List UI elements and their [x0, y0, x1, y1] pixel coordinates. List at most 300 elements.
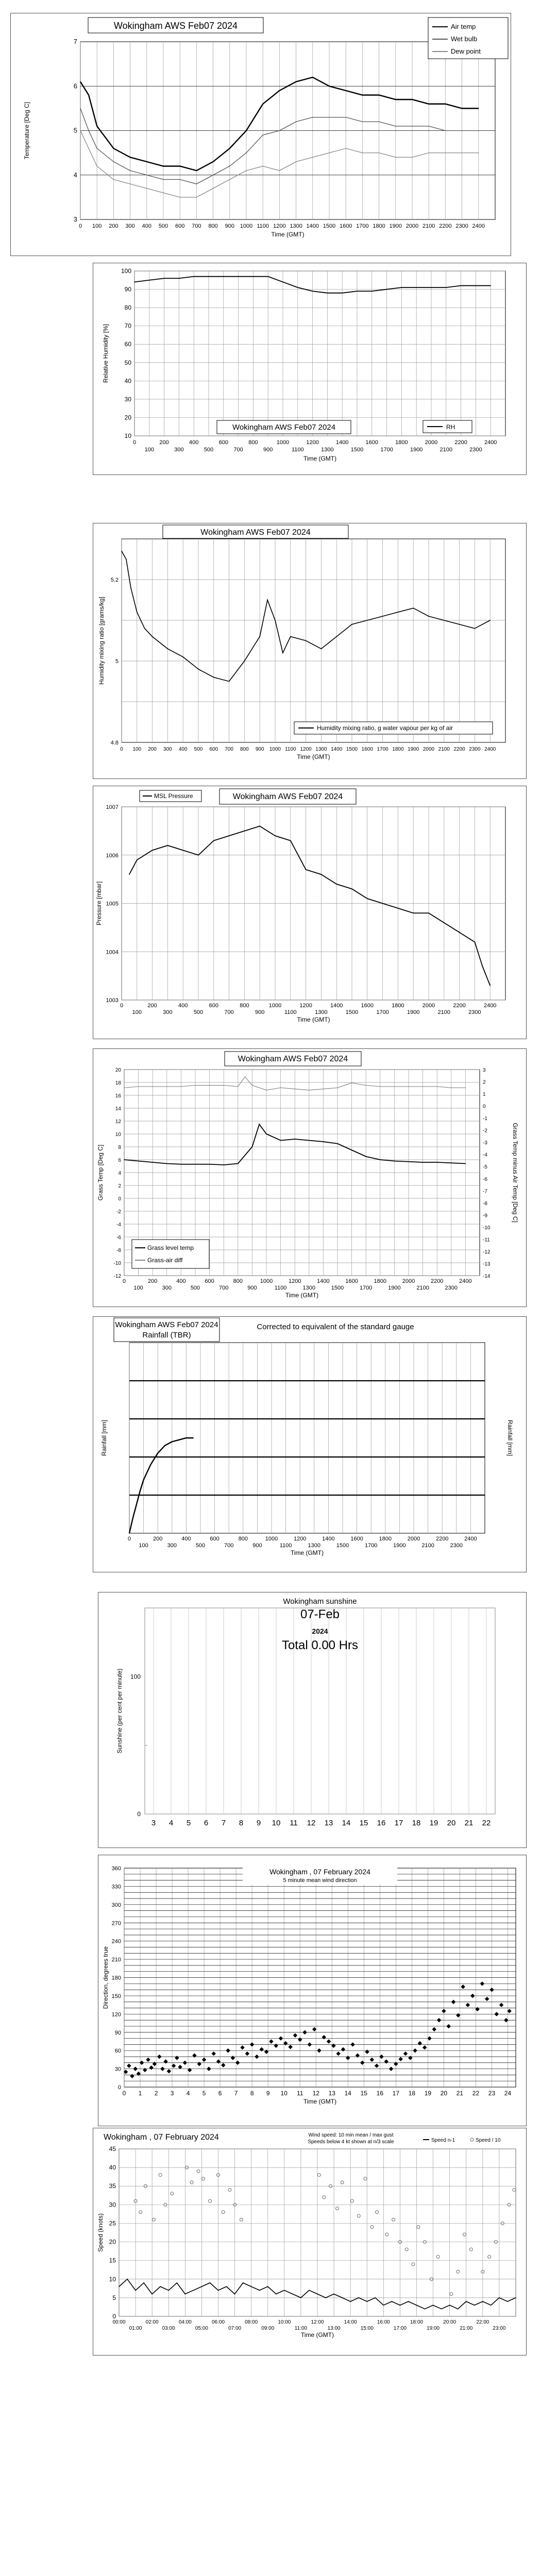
x-tick-label: 2100: [439, 447, 453, 453]
data-point: [394, 1086, 395, 1087]
data-point: [152, 850, 153, 851]
x-tick-label: 1200: [288, 1278, 301, 1284]
x-tick-label: 100: [132, 747, 142, 752]
y-tick-label: 60: [114, 2048, 121, 2055]
x-tick-label: 300: [167, 1543, 177, 1549]
data-point: [210, 2282, 211, 2283]
data-point: [259, 636, 260, 637]
y-tick-label: 120: [111, 2011, 121, 2018]
data-point: [246, 152, 247, 154]
data-point: [229, 148, 230, 149]
x-tick-label: 2100: [437, 1009, 451, 1015]
x-tick-label: 0: [120, 747, 123, 752]
y-tick-label: 5.2: [110, 577, 119, 583]
x-tick-label: 200: [148, 747, 157, 752]
data-point: [312, 117, 313, 118]
data-point: [444, 620, 445, 621]
data-point: [163, 179, 164, 180]
data-point: [345, 148, 346, 149]
data-point: [413, 608, 414, 609]
y-tick-label: 10: [124, 432, 131, 439]
data-point: [143, 1480, 144, 1481]
y-tick-label: 30: [124, 395, 131, 403]
x-tick-label: 2400: [483, 1003, 497, 1009]
data-point: [88, 148, 89, 149]
x-tick-label: 22: [472, 2090, 480, 2097]
y-tick-label: 8: [118, 1145, 121, 1150]
x-tick-label: 2200: [453, 747, 465, 752]
data-point: [365, 1085, 366, 1086]
data-point: [309, 1140, 310, 1141]
x-tick-label: 14: [342, 1819, 351, 1827]
x-tick-label: 2400: [472, 223, 485, 229]
data-point: [245, 1076, 246, 1077]
data-point: [366, 2301, 367, 2302]
y-tick-label: 80: [124, 304, 131, 312]
y-tick-label: 1004: [106, 949, 119, 956]
data-point: [138, 1086, 139, 1087]
y-tick-label: 4: [118, 1171, 121, 1176]
x-tick-label: 700: [233, 447, 243, 453]
x-tick-label: 1900: [389, 223, 402, 229]
data-point: [276, 2294, 277, 2295]
data-point: [365, 1156, 366, 1157]
data-point: [383, 2305, 384, 2306]
data-point: [351, 889, 352, 890]
x-tick-label: 900: [247, 1285, 257, 1291]
data-point: [515, 2297, 516, 2298]
data-point: [129, 1533, 130, 1534]
x-tick-label: 800: [208, 223, 218, 229]
x-tick-label: 900: [255, 1009, 265, 1015]
x-tick-label: 900: [255, 747, 264, 752]
x-tick-label: 1300: [290, 223, 302, 229]
x-tick-label: 17: [394, 1819, 403, 1827]
data-point: [267, 276, 268, 277]
data-point: [137, 612, 138, 613]
data-point: [317, 2294, 318, 2295]
data-point: [282, 282, 283, 283]
y-tick-label: 35: [109, 2182, 116, 2190]
y-axis-label: Sunshine (per cent per minute): [116, 1668, 123, 1754]
legend-label: MSL Pressure: [154, 792, 193, 800]
sunshine-chart-panel: [98, 1592, 527, 1848]
x-tick-label: 1900: [388, 1285, 401, 1291]
x-tick-label: 1400: [306, 223, 319, 229]
x-tick-label: 800: [233, 1278, 243, 1284]
x-tick-label: 18:00: [410, 2319, 424, 2325]
data-point: [196, 197, 197, 198]
data-point: [262, 166, 263, 167]
data-point: [164, 278, 165, 279]
data-point: [290, 840, 291, 841]
data-point: [386, 289, 387, 290]
chart-date: 07-Feb: [300, 1607, 340, 1621]
y-axis-label: Rainfall [mm]: [506, 1419, 514, 1456]
data-point: [312, 77, 313, 78]
data-point: [379, 121, 380, 122]
data-point: [489, 985, 491, 986]
x-tick-label: 700: [224, 1009, 234, 1015]
x-tick-label: 02:00: [145, 2319, 159, 2325]
data-point: [279, 90, 280, 91]
data-point: [321, 874, 322, 875]
y-tick-label: 7: [73, 38, 77, 45]
data-point: [478, 130, 479, 131]
data-point: [408, 2301, 409, 2302]
data-point: [445, 104, 446, 105]
data-point: [296, 161, 297, 162]
data-point: [375, 2297, 376, 2298]
x-tick-label: 100: [92, 223, 102, 229]
data-point: [267, 600, 268, 601]
x-tick-label: 12: [307, 1819, 316, 1827]
y-tick-label: -2: [116, 1209, 121, 1215]
x-tick-label: 500: [158, 223, 168, 229]
data-point: [172, 1442, 173, 1443]
data-point: [244, 660, 245, 662]
data-point: [306, 869, 307, 870]
data-point: [80, 130, 81, 131]
data-point: [198, 669, 199, 670]
data-point: [213, 677, 214, 678]
x-tick-label: 17: [392, 2090, 400, 2097]
data-point: [127, 2279, 128, 2280]
data-point: [323, 1141, 324, 1142]
data-point: [80, 81, 81, 82]
y-tick-label: -14: [483, 1274, 491, 1279]
data-point: [234, 2294, 235, 2295]
data-point: [252, 1146, 253, 1147]
data-point: [209, 1164, 210, 1165]
data-point: [382, 903, 383, 904]
x-tick-label: 2300: [455, 223, 468, 229]
data-point: [253, 276, 254, 277]
data-point: [451, 1087, 452, 1088]
y-tick-label: 0: [118, 1196, 121, 1202]
chart-title: Wokingham AWS Feb07 2024: [115, 1320, 218, 1329]
data-point: [157, 1453, 158, 1454]
legend-label: Speed n-1: [431, 2138, 455, 2143]
y-tick-label: 14: [115, 1106, 121, 1112]
x-tick-label: 500: [193, 1009, 204, 1015]
data-point: [96, 166, 97, 167]
x-tick-label: 500: [195, 1543, 206, 1549]
data-point: [451, 1162, 452, 1163]
x-tick-label: 700: [219, 1285, 229, 1291]
x-tick-label: 14: [344, 2090, 351, 2097]
x-tick-label: 0: [132, 439, 137, 446]
x-tick-label: 300: [163, 747, 172, 752]
data-point: [152, 636, 153, 637]
x-tick-label: 20: [447, 1819, 456, 1827]
data-point: [446, 287, 447, 288]
data-point: [223, 1164, 224, 1165]
y-tick-label: 2: [483, 1079, 486, 1086]
data-point: [213, 161, 214, 162]
x-tick-label: 8: [239, 1819, 244, 1827]
x-tick-label: 1: [138, 2090, 142, 2097]
x-tick-label: 1600: [345, 1278, 358, 1284]
data-point: [345, 117, 346, 118]
x-tick-label: 13: [324, 1819, 333, 1827]
x-tick-label: 10: [272, 1819, 281, 1827]
data-point: [179, 179, 180, 180]
x-tick-label: 14:00: [344, 2319, 357, 2325]
data-point: [193, 2290, 194, 2291]
x-tick-label: 400: [142, 223, 151, 229]
x-tick-label: 2300: [469, 447, 482, 453]
x-tick-label: 1900: [393, 1543, 406, 1549]
data-point: [182, 656, 183, 657]
y-axis-label: Speed (knots): [97, 2213, 104, 2252]
data-point: [182, 850, 183, 851]
x-tick-label: 19: [429, 1819, 438, 1827]
x-tick-label: 7: [234, 2090, 238, 2097]
temperature-chart-panel: [10, 13, 511, 256]
y-tick-label: 150: [111, 1993, 121, 1999]
data-point: [428, 152, 429, 154]
data-point: [140, 1491, 141, 1492]
x-tick-label: 1000: [268, 1003, 282, 1009]
x-tick-label: 20:00: [443, 2319, 457, 2325]
y-tick-label: 100: [121, 267, 131, 275]
data-point: [309, 2290, 310, 2291]
y-tick-label: -4: [116, 1222, 121, 1228]
data-point: [138, 1161, 139, 1162]
data-point: [88, 130, 89, 131]
data-point: [136, 1504, 137, 1505]
data-point: [124, 1087, 125, 1088]
x-tick-label: 1100: [291, 447, 304, 453]
data-point: [152, 1086, 153, 1087]
x-tick-label: 1600: [339, 223, 352, 229]
y-tick-label: 300: [111, 1902, 121, 1908]
x-tick-label: 2100: [422, 223, 435, 229]
data-point: [186, 1437, 187, 1438]
x-tick-label: 2200: [435, 1536, 449, 1542]
data-point: [213, 188, 214, 189]
y-tick-label: 270: [111, 1920, 121, 1927]
humidity-chart: [93, 263, 526, 474]
data-point: [266, 1133, 267, 1134]
x-tick-label: 1200: [306, 439, 319, 446]
x-tick-label: 2400: [484, 747, 496, 752]
data-point: [144, 628, 145, 629]
y-tick-label: 0: [483, 1104, 486, 1110]
x-tick-label: 2000: [402, 1278, 415, 1284]
data-point: [436, 1162, 437, 1163]
data-point: [342, 2297, 343, 2298]
data-point: [461, 285, 462, 286]
data-point: [259, 2290, 260, 2291]
x-tick-label: 13:00: [327, 2326, 341, 2331]
x-axis-label: Time (GMT): [303, 455, 337, 462]
y-tick-label: 40: [109, 2164, 116, 2172]
data-point: [398, 908, 399, 909]
x-tick-label: 22: [482, 1819, 491, 1827]
y-axis-label: Grass Temp minus Air Temp [Deg C]: [512, 1123, 519, 1223]
x-tick-label: 1500: [350, 447, 364, 453]
data-point: [499, 2297, 500, 2298]
data-point: [267, 2286, 268, 2287]
y-tick-label: -6: [116, 1235, 121, 1241]
data-point: [297, 287, 298, 288]
y-tick-label: 4.8: [110, 740, 119, 746]
x-tick-label: 0: [78, 223, 82, 229]
data-point: [408, 1086, 409, 1087]
data-point: [150, 1464, 151, 1465]
y-tick-label: -12: [483, 1249, 491, 1255]
data-point: [266, 1090, 267, 1091]
x-tick-label: 200: [147, 1003, 157, 1009]
x-tick-label: 1800: [392, 747, 404, 752]
y-axis-label: Rainfall [mm]: [100, 1419, 108, 1456]
data-point: [300, 2297, 301, 2298]
data-point: [129, 874, 130, 875]
data-point: [151, 2294, 153, 2295]
data-point: [275, 835, 276, 836]
data-point: [433, 2305, 434, 2306]
x-tick-label: 1300: [315, 1009, 328, 1015]
chart-title: Wokingham AWS Feb07 2024: [232, 792, 343, 801]
x-tick-label: 1400: [317, 1278, 330, 1284]
data-point: [282, 652, 283, 653]
x-tick-label: 600: [209, 1003, 218, 1009]
x-tick-label: 23:00: [493, 2326, 506, 2331]
data-point: [137, 859, 138, 860]
data-point: [126, 559, 127, 560]
x-tick-label: 100: [139, 1543, 148, 1549]
data-point: [357, 291, 358, 292]
chart-subtitle: Wind speed: 10 min mean / max gust: [308, 2132, 394, 2138]
x-tick-label: 1100: [274, 1285, 287, 1291]
data-point: [290, 636, 291, 637]
legend-label: Speed / 10: [476, 2138, 501, 2143]
x-tick-label: 1700: [356, 223, 369, 229]
data-point: [113, 161, 114, 162]
data-point: [166, 1086, 167, 1087]
x-tick-label: 5: [186, 1819, 191, 1827]
data-point: [329, 117, 330, 118]
data-point: [428, 912, 429, 913]
x-tick-label: 500: [194, 747, 203, 752]
data-point: [382, 616, 383, 617]
x-tick-label: 1600: [350, 1536, 363, 1542]
y-tick-label: 70: [124, 322, 131, 330]
x-tick-label: 2100: [421, 1543, 434, 1549]
data-point: [449, 2305, 450, 2306]
x-tick-label: 2000: [422, 747, 435, 752]
x-tick-label: 15:00: [360, 2326, 374, 2331]
x-tick-label: 21: [456, 2090, 464, 2097]
x-tick-label: 1200: [299, 1003, 312, 1009]
x-tick-label: 200: [159, 439, 169, 446]
x-tick-label: 19:00: [427, 2326, 440, 2331]
data-point: [284, 2290, 285, 2291]
y-tick-label: 18: [115, 1080, 121, 1086]
data-point: [146, 175, 147, 176]
x-tick-label: 21: [464, 1819, 474, 1827]
x-tick-label: 2300: [450, 1543, 463, 1549]
data-point: [351, 1082, 352, 1083]
x-tick-label: 800: [238, 1536, 248, 1542]
data-point: [431, 287, 432, 288]
data-point: [329, 86, 330, 87]
x-tick-label: 400: [176, 1278, 186, 1284]
data-point: [251, 2286, 252, 2287]
x-tick-label: 03:00: [162, 2326, 175, 2331]
x-tick-label: 400: [178, 747, 188, 752]
y-tick-label: 40: [124, 377, 131, 385]
x-tick-label: 400: [178, 1003, 188, 1009]
data-point: [275, 620, 276, 621]
x-tick-label: 700: [224, 1543, 234, 1549]
plot-area: [122, 539, 505, 742]
y-tick-label: -1: [483, 1116, 487, 1122]
x-tick-label: 1700: [359, 1285, 373, 1291]
y-tick-label: 240: [111, 1938, 121, 1945]
data-point: [164, 1445, 165, 1446]
data-point: [428, 104, 429, 105]
x-tick-label: 1100: [285, 747, 296, 752]
data-point: [327, 293, 328, 294]
data-point: [195, 1164, 196, 1165]
y-tick-label: 5: [112, 2294, 116, 2301]
data-point: [168, 2290, 169, 2291]
data-point: [392, 2301, 393, 2302]
y-axis-label: Pressure [mbar]: [95, 881, 103, 926]
data-point: [96, 148, 97, 149]
x-tick-label: 15: [359, 1819, 368, 1827]
data-point: [362, 95, 363, 96]
x-tick-label: 01:00: [129, 2326, 142, 2331]
data-point: [80, 108, 81, 109]
x-tick-label: 700: [192, 223, 201, 229]
data-point: [181, 1164, 182, 1165]
chart-note: Speeds below 4 kt shown at n/3 scale: [308, 2139, 394, 2145]
x-tick-label: 22:00: [476, 2319, 489, 2325]
data-point: [329, 152, 330, 154]
y-tick-label: 6: [118, 1158, 121, 1163]
x-tick-label: 13: [328, 2090, 335, 2097]
data-point: [380, 1086, 381, 1087]
y-tick-label: 10: [115, 1132, 121, 1138]
y-tick-label: 45: [109, 2145, 116, 2153]
data-point: [412, 157, 413, 158]
data-point: [121, 551, 122, 552]
data-point: [394, 1161, 395, 1162]
data-point: [163, 192, 164, 193]
data-point: [491, 2305, 492, 2306]
x-tick-label: 1500: [345, 1009, 359, 1015]
data-point: [179, 166, 180, 167]
y-tick-label: 90: [124, 285, 131, 293]
data-point: [351, 1149, 352, 1150]
data-point: [489, 620, 491, 621]
x-tick-label: 700: [225, 747, 233, 752]
x-tick-label: 1800: [395, 439, 408, 446]
x-tick-label: 1700: [380, 447, 393, 453]
x-axis-label: Time (GMT): [290, 1549, 324, 1556]
rainfall-chart: [93, 1317, 526, 1572]
x-tick-label: 2: [154, 2090, 158, 2097]
x-tick-label: 09:00: [261, 2326, 275, 2331]
data-point: [292, 2294, 293, 2295]
data-point: [193, 276, 194, 277]
x-tick-label: 800: [240, 1003, 249, 1009]
x-tick-label: 2000: [407, 1536, 420, 1542]
